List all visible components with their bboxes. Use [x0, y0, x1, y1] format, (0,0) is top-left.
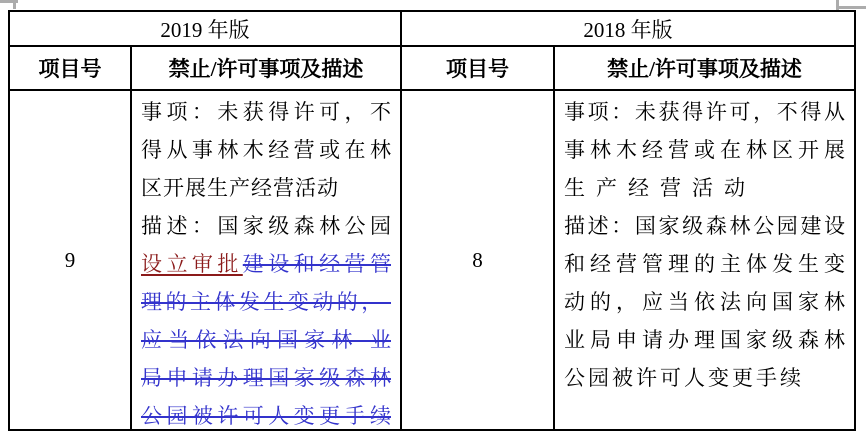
text-segment: 事项：未获得许可，不	[141, 100, 391, 124]
adjacent-table-corner-mark-left	[0, 0, 18, 9]
text-segment: 描述：国家级森林公园建设	[564, 214, 845, 238]
deleted-text: 应当依法向国家林 业	[141, 328, 391, 352]
text-line	[564, 131, 845, 169]
inserted-text: 设立审批	[141, 252, 243, 276]
text-line	[141, 245, 391, 283]
adjacent-table-corner-mark-right	[836, 0, 866, 10]
item-number-col-header-2019: 项目号	[10, 47, 132, 91]
text-line	[141, 397, 391, 429]
version-header-2018: 2018 年版	[402, 12, 854, 47]
deleted-text: 局申请办理国家级森林	[141, 366, 391, 390]
desc-cell-2019	[132, 91, 402, 429]
text-line	[564, 93, 845, 131]
text-line	[141, 207, 391, 245]
text-segment: 事项：未获得许可，不得从	[564, 100, 845, 124]
deleted-text: 建设和经营管	[242, 252, 391, 276]
desc-col-header-2019: 禁止/许可事项及描述	[132, 47, 402, 91]
text-segment: 生产经营活动	[564, 176, 756, 200]
version-comparison-table	[8, 10, 856, 431]
item-number-cell-2019: 9	[10, 91, 132, 429]
desc-col-header-2018: 禁止/许可事项及描述	[555, 47, 854, 91]
deleted-text: 公园被许可人变更手续	[141, 404, 391, 428]
text-segment: 描述：国家级森林公园	[141, 214, 391, 238]
deleted-text: 理的主体发生变动的，	[141, 290, 391, 314]
text-segment: 事林木经营或在林区开展	[564, 138, 845, 162]
text-segment: 业局申请办理国家级森林	[564, 328, 845, 352]
text-line	[564, 207, 845, 245]
text-line	[141, 93, 391, 131]
text-line	[564, 169, 845, 207]
text-segment: 和经营管理的主体发生变	[564, 252, 845, 276]
text-line	[564, 321, 845, 359]
desc-cell-2018	[555, 91, 854, 429]
text-segment: 区开展生产经营活动	[141, 176, 339, 200]
text-line	[141, 321, 391, 359]
text-line	[564, 359, 845, 397]
text-segment: 公园被许可人变更手续	[564, 366, 804, 390]
text-segment: 动的，应当依法向国家林	[564, 290, 845, 314]
text-line	[564, 245, 845, 283]
item-number-col-header-2018: 项目号	[402, 47, 555, 91]
item-number-cell-2018: 8	[402, 91, 555, 429]
text-segment: 得从事林木经营或在林	[141, 138, 391, 162]
text-line	[141, 359, 391, 397]
text-line	[141, 283, 391, 321]
text-line	[564, 283, 845, 321]
text-line	[141, 131, 391, 169]
version-header-2019: 2019 年版	[10, 12, 402, 47]
text-line	[141, 169, 391, 207]
